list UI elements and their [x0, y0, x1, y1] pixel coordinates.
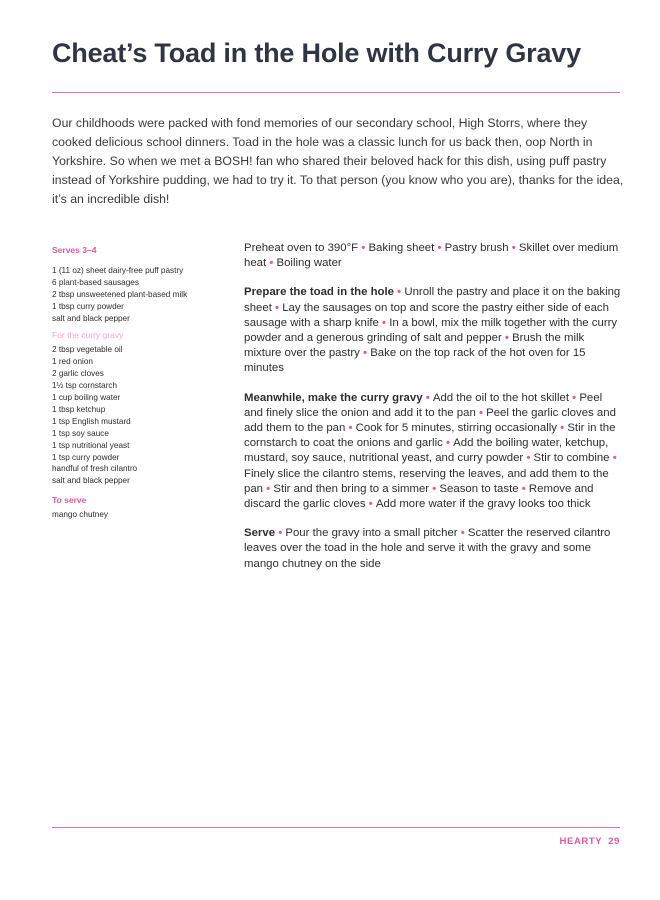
ingredient-item: 1 tsp nutritional yeast	[52, 440, 130, 450]
serve-heading: To serve	[52, 495, 87, 506]
page-number: 29	[608, 836, 620, 847]
ingredients-column	[52, 245, 237, 521]
step-instruction: Cook for 5 minutes, stirring occasionally	[355, 422, 557, 435]
step-instruction: Lay the sausages on top and score the pastry either side of each sausage with a sharp knife	[244, 301, 609, 329]
step-lead: Serve	[244, 527, 276, 540]
page-title: Cheat’s Toad in the Hole with Curry Gravy	[52, 38, 581, 68]
step-separator: •	[263, 482, 274, 495]
page-footer	[560, 836, 620, 847]
step-separator: •	[475, 406, 487, 419]
ingredient-item: 1 tsp English mustard	[52, 416, 131, 426]
ingredient-item: 2 tbsp vegetable oil	[52, 345, 123, 355]
ingredient-item: salt and black pepper	[52, 313, 130, 323]
step-instruction: In a bowl, mix the milk together with the curry powder and a generous grinding of salt and pepper	[244, 316, 618, 345]
step-lead: Prepare the toad in the hole	[244, 286, 395, 299]
step-instruction: Bake on the top rack of the hot oven for 15 minutes	[244, 347, 586, 375]
step-separator: •	[508, 242, 519, 254]
step-instruction: Add the oil to the hot skillet	[432, 391, 569, 404]
ingredient-item: handful of fresh cilantro	[52, 464, 138, 474]
ingredient-item: 1½ tsp cornstarch	[52, 381, 118, 391]
ingredient-item: 1 tbsp curry powder	[52, 301, 124, 311]
ingredient-list-main	[52, 265, 237, 325]
ingredient-item: 2 tbsp unsweetened plant-based milk	[52, 289, 188, 299]
ingredient-list-gravy	[52, 344, 237, 487]
ingredient-item: 1 (11 oz) sheet dairy-free puff pastry	[52, 265, 184, 275]
serves-heading: Serves 3–4	[52, 245, 97, 255]
method-step	[244, 526, 624, 572]
step-separator: •	[365, 498, 376, 511]
step-separator: •	[275, 527, 286, 540]
step-instruction: Add the boiling water, ketchup, mustard, soy sauce, nutritional yeast, and curry powder	[244, 437, 609, 465]
step-instruction: Baking sheet	[368, 242, 435, 254]
step-separator: •	[609, 452, 617, 465]
step-instruction: Scatter the reserved cilantro leaves over the toad in the hole and serve it with the gravy and some mango chutney on the side	[244, 527, 611, 570]
step-separator: •	[358, 242, 369, 254]
gravy-heading: For the curry gravy	[52, 330, 124, 341]
step-separator: •	[378, 316, 390, 329]
step-separator: •	[266, 257, 277, 270]
ingredient-item: 1 tbsp ketchup	[52, 404, 106, 414]
step-instruction: Season to taste	[439, 482, 519, 495]
step-instruction: Pastry brush	[444, 242, 509, 254]
ingredient-item: 6 plant-based sausages	[52, 277, 139, 287]
step-lead: Meanwhile, make the curry gravy	[244, 391, 423, 404]
step-separator: •	[429, 482, 440, 495]
ingredient-item: 1 tsp curry powder	[52, 452, 120, 462]
ingredient-item: salt and black pepper	[52, 476, 130, 486]
ingredient-item: mango chutney	[52, 510, 108, 520]
ingredient-list-serve	[52, 509, 237, 521]
bottom-divider	[52, 827, 620, 828]
step-separator: •	[523, 452, 534, 465]
step-instruction: Skillet over medium heat	[244, 242, 619, 270]
ingredient-item: 2 garlic cloves	[52, 369, 104, 379]
step-instruction: Peel the garlic cloves and add them to the pan	[244, 406, 616, 435]
method-step	[244, 391, 624, 513]
step-instruction: Stir and then bring to a simmer	[273, 482, 430, 495]
method-step	[244, 285, 624, 376]
method-column	[244, 241, 624, 586]
top-divider	[52, 92, 620, 93]
step-instruction: Remove and discard the garlic cloves	[244, 482, 594, 511]
step-separator: •	[556, 422, 568, 435]
step-instruction: Boiling water	[276, 257, 342, 270]
step-instruction: Stir in the cornstarch to coat the onions and garlic	[244, 422, 616, 450]
step-instruction: Pour the gravy into a small pitcher	[285, 527, 458, 540]
step-separator: •	[434, 242, 445, 254]
step-separator: •	[569, 391, 580, 404]
ingredient-item: 1 tsp soy sauce	[52, 428, 109, 438]
step-separator: •	[457, 527, 468, 540]
step-separator: •	[422, 391, 433, 404]
step-separator: •	[394, 286, 405, 299]
step-separator: •	[501, 332, 513, 345]
step-instruction: Preheat oven to 390°F	[244, 242, 359, 254]
step-instruction: Add more water if the gravy looks too thick	[375, 498, 591, 511]
step-instruction: Stir to combine	[533, 452, 610, 465]
ingredient-item: 1 cup boiling water	[52, 392, 121, 402]
step-instruction: Peel and finely slice the onion and add it to the pan	[244, 391, 603, 419]
step-separator: •	[271, 301, 283, 314]
step-separator: •	[345, 422, 356, 435]
ingredient-item: 1 red onion	[52, 357, 93, 367]
step-separator: •	[442, 437, 454, 450]
step-instruction: Finely slice the cilantro stems, reserving the leaves, and add them to the pan	[244, 467, 609, 495]
intro-paragraph: Our childhoods were packed with fond memories of our secondary school, High Storrs, where they cooked delicious school dinners. Toad in the hole was a classic lunch for us back then, oop North in Yorkshire. So when we met a BOSH! fan who shared their beloved hack for this dish, using puff pastry instead of Yorkshire pudding, we had to try it. To that person (you know who you are), thanks for the idea, it’s an incredible dish!	[52, 116, 624, 206]
step-instruction: Brush the milk mixture over the pastry	[244, 332, 585, 360]
step-instruction: Unroll the pastry and place it on the baking sheet	[244, 286, 621, 314]
step-separator: •	[359, 347, 371, 360]
step-separator: •	[518, 482, 529, 495]
method-step	[244, 241, 624, 271]
section-name: HEARTY	[559, 836, 603, 847]
